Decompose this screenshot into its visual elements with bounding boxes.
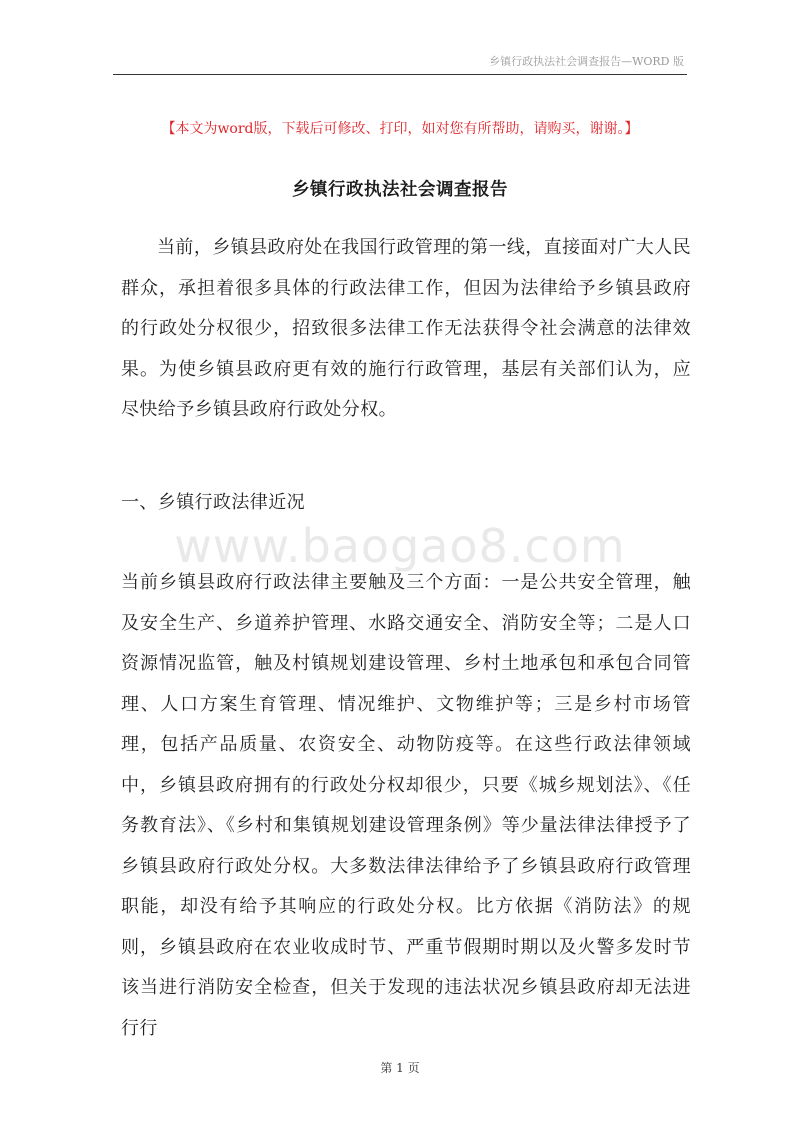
watermark-text: www.baogao8.com bbox=[174, 519, 626, 573]
running-header: 乡镇行政执法社会调查报告—WORD 版 bbox=[489, 55, 684, 68]
document-title: 乡镇行政执法社会调查报告 bbox=[292, 180, 508, 200]
section-heading: 一、乡镇行政法律近况 bbox=[121, 492, 305, 513]
section-paragraph: 当前乡镇县政府行政法律主要触及三个方面：一是公共安全管理，触及安全生产、乡道养护管理、水路交通安全、消防安全等；二是人口资源情况监管，触及村镇规划建设管理、乡村土地承包和承包合同管理、人口方案生育管理、情况维护、文物维护等；三是乡村市场管理，包括产品质量、农资安全、动物防疫等。在这些行政法律领域中，乡镇县政府拥有的行政处分权却很少，只要《城乡规划法》、《任务教育法》、《乡村和集镇规划建设管理条例》等少量法律法律授予了乡镇县政府行政处分权。大多数法律法律给予了乡镇县政府行政管理职能，却没有给予其响应的行政处分权。比方依据《消防法》的规则，乡镇县政府在农业收成时节、严重节假期时期以及火警多发时节该当进行消防安全检查，但关于发现的违法状况乡镇县政府却无法进行行 bbox=[121, 572, 691, 1039]
download-notice: 【本文为word版，下载后可修改、打印，如对您有所帮助，请购买，谢谢。】 bbox=[161, 121, 639, 137]
header-divider bbox=[113, 74, 687, 75]
intro-paragraph: 当前，乡镇县政府处在我国行政管理的第一线，直接面对广大人民群众，承担着很多具体的行政法律工作，但因为法律给予乡镇县政府的行政处分权很少，招致很多法律工作无法获得令社会满意的法律效果。为使乡镇县政府更有效的施行行政管理，基层有关部们认为，应尽快给予乡镇县政府行政处分权。 bbox=[121, 237, 691, 420]
page-number: 第 1 页 bbox=[380, 1061, 420, 1075]
